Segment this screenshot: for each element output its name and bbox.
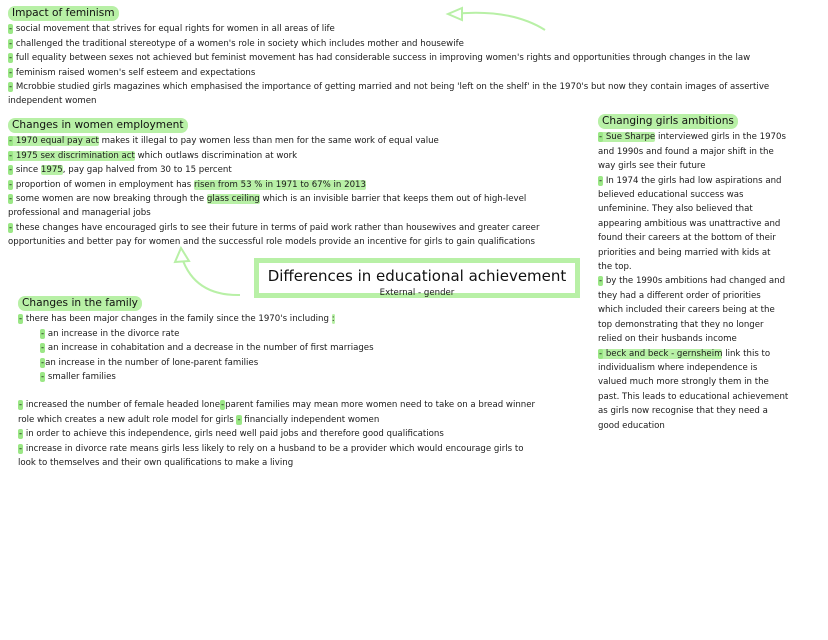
central-subtitle: External - gender (379, 288, 455, 298)
ambitions-line: found their careers at the bottom of their (598, 233, 776, 244)
ambitions-line: good education (598, 420, 665, 431)
ambitions-line: - Sue Sharpe interviewed girls in the 1970s (599, 132, 786, 143)
ambitions-line: priorities and being married with kids at (598, 247, 771, 258)
ambitions-line: past. This leads to educational achievement (598, 391, 789, 402)
ambitions-line: which included their careers being at the (598, 305, 775, 316)
ambitions-line: individualism where independence is (598, 362, 758, 373)
central-topic-box (254, 258, 580, 298)
arrowhead-employment (175, 248, 189, 262)
family-line: role which creates a new adult role model for girls - financially independent women (18, 414, 380, 425)
employment-line: - these changes have encouraged girls to see their future in terms of paid work rather than housewives and greater career (9, 222, 540, 233)
feminism-line: - full equality between sexes not achieved but feminist movement has had considerable success in improving women's rights and opportunities through changes in the law (9, 53, 751, 64)
feminism-line: - social movement that strives for equal rights for women in all areas of life (9, 24, 335, 35)
family-subitem: - an increase in cohabitation and a decrease in the number of first marriages (41, 343, 374, 354)
family-title: Changes in the family (18, 296, 142, 311)
ambitions-line: believed educational success was (598, 190, 744, 201)
ambitions-title: Changing girls ambitions (598, 114, 738, 129)
ambitions-line: - beck and beck - gernsheim link this to (599, 348, 771, 359)
feminism-title: Impact of feminism (8, 6, 119, 21)
ambitions-line: as girls now recognise that they need a (598, 406, 768, 417)
employment-line: - some women are now breaking through the glass ceiling which is an invisible barrier that keeps them out of high-level (9, 194, 527, 205)
ambitions-line: appearing ambitious was unattractive and (598, 218, 781, 229)
central-title: Differences in educational achievement (267, 267, 567, 285)
employment-line: - 1970 equal pay act makes it illegal to pay women less than men for the same work of equal value (9, 136, 439, 147)
feminism-line: - feminism raised women's self esteem and expectations (9, 67, 256, 78)
section-women-employment (8, 118, 540, 250)
employment-line: opportunities and better pay for women and the successful role models provide an incentive for girls to gain qualifications (8, 237, 535, 248)
family-line: - increase in divorce rate means girls less likely to rely on a husband to be a provider which would encourage girls to (19, 443, 524, 454)
family-line: look to themselves and their own qualifications to make a living (18, 458, 294, 469)
feminism-line: - challenged the traditional stereotype of a women's role in society which includes mother and housewife (9, 38, 464, 49)
ambitions-line: - by the 1990s ambitions had changed and (599, 276, 786, 287)
employment-title: Changes in women employment (8, 118, 188, 133)
feminism-line: - Mcrobbie studied girls magazines which emphasised the importance of getting married and not being 'left on the shelf' in the 1970's but now they contain images of assertive (9, 82, 770, 93)
employment-line: professional and managerial jobs (8, 208, 151, 219)
ambitions-line: they had a different order of priorities (598, 290, 761, 301)
family-subitem: -an increase in the number of lone-parent families (41, 357, 259, 368)
ambitions-line: relied on their husbands income (598, 334, 737, 345)
ambitions-line: unfeminine. They also believed that (598, 204, 753, 215)
ambitions-line: - In 1974 the girls had low aspirations and (599, 175, 782, 186)
family-line: - in order to achieve this independence, girls need well paid jobs and therefore good qualifications (19, 429, 444, 440)
ambitions-line: the top. (598, 262, 632, 273)
ambitions-line: and 1990s and found a major shift in the (598, 146, 774, 157)
ambitions-line: way girls see their future (598, 161, 706, 172)
family-subitem: - smaller families (41, 372, 116, 383)
family-line: - increased the number of female headed lone-parent families may mean more women need to take on a bread winner (19, 400, 536, 411)
employment-line: - since 1975, pay gap halved from 30 to 15 percent (9, 165, 232, 176)
section-changes-in-family (18, 296, 535, 470)
ambitions-line: top demonstrating that they no longer (598, 319, 764, 330)
section-impact-of-feminism (8, 6, 769, 109)
feminism-line: independent women (8, 96, 97, 107)
ambitions-line: valued much more strongly them in the (598, 377, 769, 388)
section-changing-girls-ambitions (598, 114, 788, 433)
employment-line: - 1975 sex discrimination act which outlaws discrimination at work (9, 150, 298, 161)
arrow-to-employment (182, 258, 240, 295)
family-subitem: - an increase in the divorce rate (41, 328, 180, 339)
employment-line: - proportion of women in employment has risen from 53 % in 1971 to 67% in 2013 (9, 179, 366, 190)
family-line: - there has been major changes in the family since the 1970's including : (19, 314, 335, 325)
